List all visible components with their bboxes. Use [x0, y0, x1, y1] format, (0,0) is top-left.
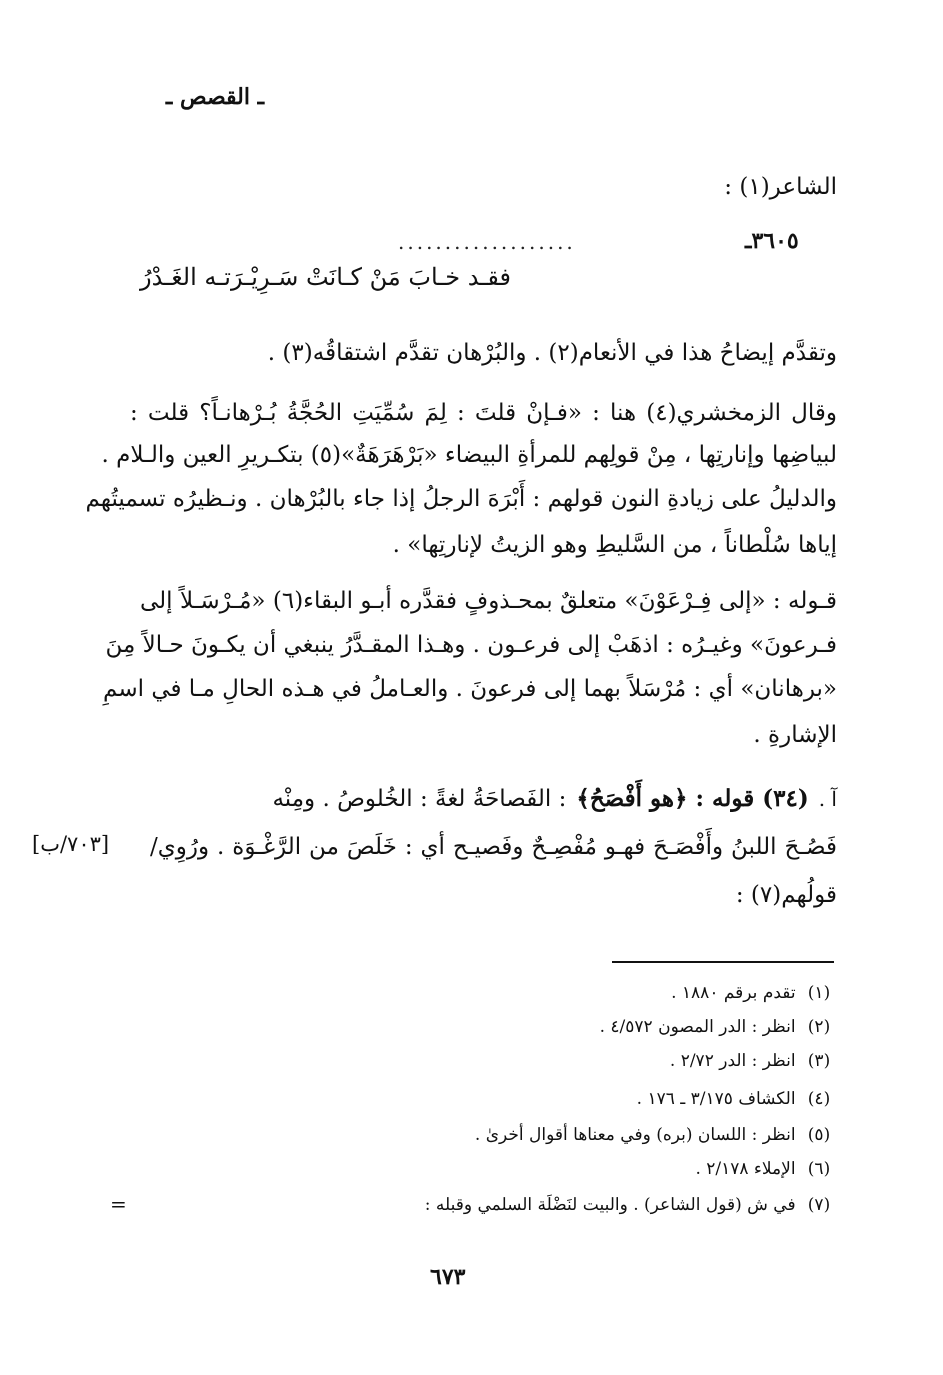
paragraph-3-line-2: فـرعونَ» وغيـرُه : اذهَبْ إلى فرعـون . وهـذا المقـدَّرُ ينبغي أن يكـونَ حـالاً مِنَ [105, 632, 837, 658]
footnote-text: انظر : الدر المصون ٤/٥٧٢ . [599, 1017, 796, 1037]
quran-verse-reference: (٣٤) قوله : ﴿هو أَفْصَحُ﴾ [576, 785, 809, 812]
footnote-5 [120, 1122, 837, 1148]
paragraph-2-line-2: لبياضِها وإنارتِها ، مِنْ قولِهم للمرأةِ البيضاء «بَرْهَرَهَةٌ»(٥) بتكـريرِ العين والـلام . [101, 442, 837, 468]
paragraph-1-line-1: وتقدَّم إيضاحُ هذا في الأنعام(٢) . والبُرْهان تقدَّم اشتقاقُه(٣) . [267, 340, 837, 366]
paragraph-4-line-3: قولُهم(٧) : [735, 882, 837, 908]
footnote-6 [120, 1156, 837, 1182]
paragraph-4-line-2: فَصُـحَ اللبنُ وأَفْصَـحَ فهـو مُفْصِـحٌ وفَصيـح أي : خَلَصَ من الرَّغْـوَة . ورُوِي/ [150, 834, 837, 860]
verse-text: فقـد خـابَ مَنْ كـانَتْ سَـرِيْـرَتـه الغَـدْرُ [140, 263, 511, 291]
paragraph-3-line-1: قـوله : «إلى فِـرْعَوْنَ» متعلقٌ بمحـذوفٍ فقدَّره أبـو البقاء(٦) «مُـرْسَـلاً إلى [140, 588, 837, 614]
paragraph-marker: آ . [818, 787, 837, 811]
verse-dots: ................... [398, 230, 576, 254]
footnote-number: (٣) [807, 1051, 831, 1071]
footnote-text: الكشاف ٣/١٧٥ ـ ١٧٦ . [636, 1089, 796, 1109]
footnote-text: في ش (قول الشاعر) . والبيت لنَضْلَة السلمي وقبله : [424, 1195, 796, 1215]
paragraph-3-line-4: الإشارةِ . [753, 722, 837, 748]
footnote-number: (١) [807, 983, 831, 1003]
paragraph-2-line-4: إياها سُلْطاناً ، من السَّليطِ وهو الزيتُ لإنارتِها» . [392, 532, 837, 558]
paragraph-3-line-3: «برهانان» أي : مُرْسَلاً بهما إلى فرعونَ . والعـاملُ في هـذه الحالِ مـا في اسمِ [103, 676, 837, 702]
footnote-number: (٦) [807, 1159, 831, 1179]
footnote-7 [120, 1192, 837, 1218]
intro-line: الشاعر(١) : [724, 174, 837, 200]
footnote-text: تقدم برقم ١٨٨٠ . [671, 983, 796, 1003]
paragraph-4-text-1: : الفَصاحَةُ لغةً : الخُلوصُ . ومِنْه [272, 786, 567, 812]
footnote-text: الإملاء ٢/١٧٨ . [695, 1159, 796, 1179]
paragraph-2-line-1: وقال الزمخشري(٤) هنا : «فـإنْ قلتَ : لِمَ سُمِّيَتِ الحُجَّةُ بُـرْهانـاً؟ قلت : [130, 400, 837, 426]
footnote-2 [120, 1014, 837, 1040]
footnote-number: (٢) [807, 1017, 831, 1037]
margin-manuscript-reference: [٧٠٣/ب] [32, 832, 110, 856]
running-header: ـ القصص ـ [165, 84, 265, 110]
footnote-separator [612, 961, 834, 963]
footnote-4 [120, 1086, 837, 1112]
footnote-number: (٧) [807, 1195, 831, 1215]
footnote-text: انظر : الدر ٢/٧٢ . [669, 1051, 796, 1071]
paragraph-4-line-1 [140, 784, 837, 814]
verse-number: ٣٦٠٥ـ [745, 228, 799, 254]
footnote-text: انظر : اللسان (بره) وفي معناها أقوال أخرىٰ . [474, 1125, 796, 1145]
paragraph-2-line-3: والدليلُ على زيادةِ النون قولهم : أَبْرَهَ الرجلُ إذا جاء بالبُرْهان . ونـظيرُه تسميتُهم [85, 486, 837, 512]
footnote-number: (٤) [807, 1089, 831, 1109]
footnote-number: (٥) [807, 1125, 831, 1145]
footnote-1 [120, 980, 837, 1006]
footnote-3 [120, 1048, 837, 1074]
page-number: ٦٧٣ [430, 1264, 466, 1290]
continuation-mark: = [110, 1192, 127, 1216]
